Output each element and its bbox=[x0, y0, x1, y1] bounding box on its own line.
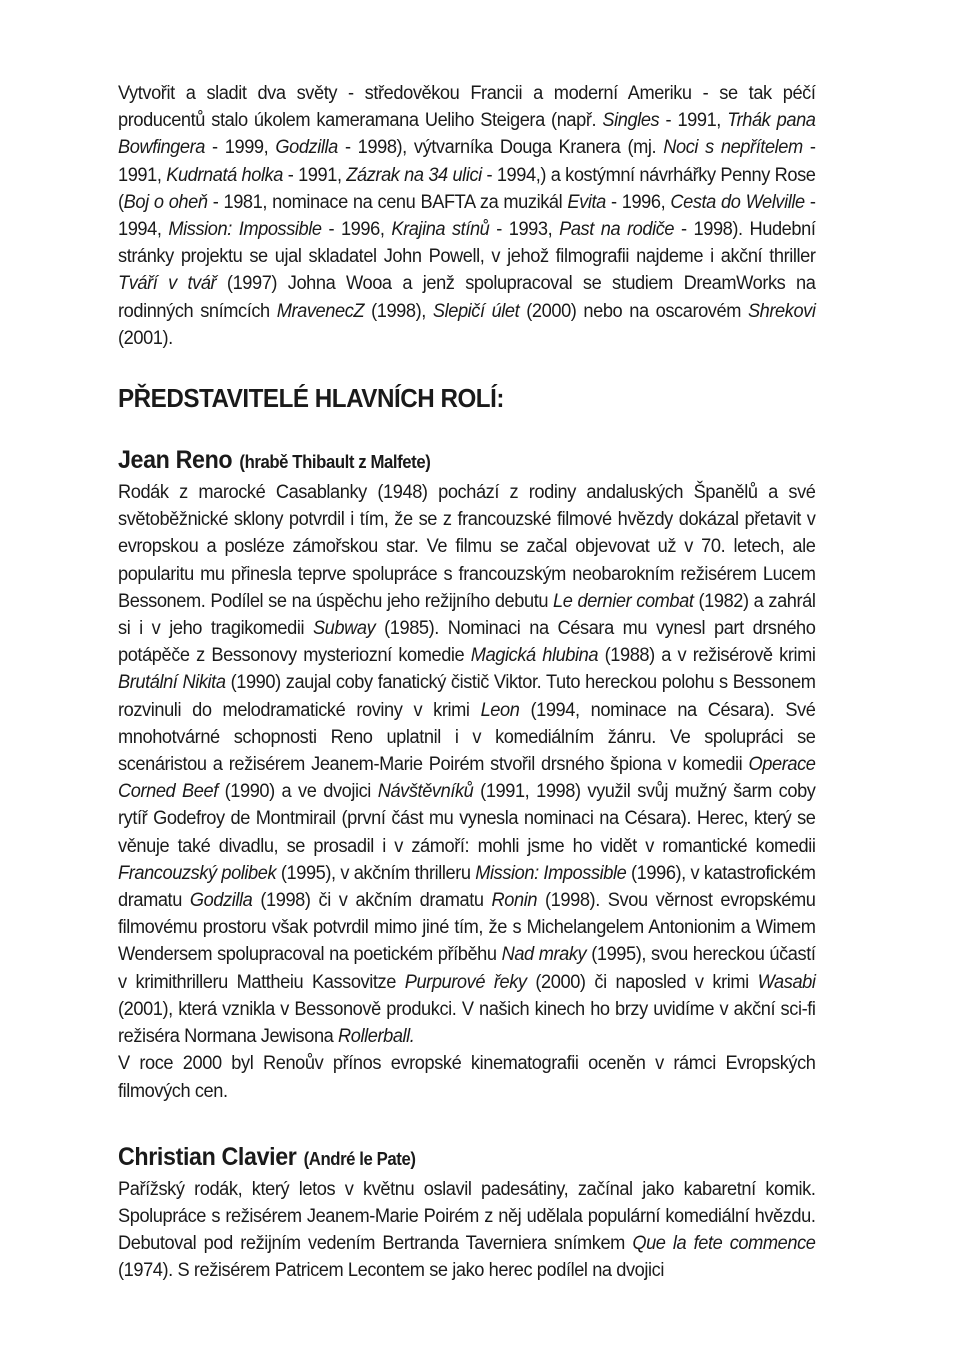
film-title: Cesta do Welville bbox=[670, 190, 805, 213]
text-run: Rodák z marocké Casablanky (1948) pochází z rodiny andaluských Španělů a své světoběžnické sklony potvrdil i tím, že se z francouzské filmové hvězdy dokázal přetavit v evropskou a posléze zámořskou star. Ve filmu se začal objevovat už v 70. letech, ale popularitu mu přinesla teprve spolupráce s francouzským neobarokním režisérem Lucem Bessonem. Podílel se na úspěchu jeho režijního debutu bbox=[118, 481, 816, 612]
text-run: (1988) a v režisérově krimi bbox=[598, 644, 816, 667]
film-title: Wasabi bbox=[757, 970, 816, 993]
film-title: Mission: Impossible bbox=[475, 861, 627, 884]
film-title: Magická hlubina bbox=[470, 644, 599, 667]
film-title: Trhák bbox=[727, 109, 771, 132]
film-title: pana Bowfingera bbox=[118, 109, 816, 159]
film-title: Subway bbox=[312, 617, 376, 640]
text-run: - 1993, bbox=[489, 218, 560, 241]
intro-paragraph bbox=[118, 80, 816, 352]
film-title: Godzilla bbox=[189, 889, 253, 912]
actor-heading-christian-clavier bbox=[118, 1139, 816, 1176]
actor-bio-paragraph-award: V roce 2000 byl Renoův přínos evropské kinematografii oceněn v rámci Evropských filmových cen. bbox=[118, 1052, 816, 1102]
text-run: - 1996, bbox=[605, 190, 671, 213]
text-run: - 1996, bbox=[321, 218, 392, 241]
text-run: (1996), v katastrofickém dramatu bbox=[118, 861, 816, 912]
film-title: Krajina stínů bbox=[391, 218, 490, 241]
text-run: (1998). Svou věrnost evropskému filmovému prostoru však potvrdil mimo jiné tím, že s Michelangelem Antonionim a Wimem Wendersem spolupracoval na poetickém příběhu bbox=[118, 889, 816, 966]
text-run: - 1999, bbox=[204, 136, 276, 159]
film-title: Mission: Impossible bbox=[168, 218, 322, 241]
text-run: (1995), svou hereckou účastí v krimithrilleru Mattheiu Kassovitze bbox=[118, 943, 816, 993]
text-run: (2000) nebo na oscarovém bbox=[519, 299, 748, 322]
film-title: Nad mraky bbox=[501, 943, 587, 966]
text-run: - 1994, bbox=[118, 190, 816, 241]
text-run: (2000) či naposled v krimi bbox=[526, 970, 758, 993]
actor-role: (hrabě Thibault z Malfete) bbox=[239, 452, 431, 473]
film-title: Le dernier combat bbox=[553, 589, 694, 612]
actor-name: Jean Reno bbox=[118, 446, 233, 475]
film-title: Slepičí úlet bbox=[432, 299, 520, 322]
film-title: Singles bbox=[602, 109, 660, 132]
text-run: (1985). Nominaci na Césara mu vynesl part drsného potápěče z Bessonovy mysteriozní komedie bbox=[118, 617, 816, 667]
text-column bbox=[118, 80, 816, 1285]
film-title: Kudrnatá holka bbox=[166, 163, 284, 186]
film-title: Past na rodiče bbox=[559, 218, 675, 241]
text-run: - 1994,) a kostýmní návrhářky Penny Rose ( bbox=[118, 163, 816, 213]
film-title: Purpurové řeky bbox=[404, 970, 527, 993]
actor-name: Christian Clavier bbox=[118, 1142, 297, 1171]
film-title: Brutální Nikita bbox=[118, 671, 226, 694]
film-title: Leon bbox=[480, 698, 520, 721]
actor-bio-paragraph bbox=[118, 479, 816, 1050]
actor-role: (André le Pate) bbox=[303, 1148, 416, 1169]
text-run: (1994, nominace na Césara). Své mnohotvárné schopnosti Reno uplatnil i v komediálním žánru. Ve spolupráci se scenáristou a režisérem Jeanem-Marie Poirém stvořil drsného špiona v komedii bbox=[118, 698, 816, 776]
text-run: - 1998), výtvarníka Douga Kranera (mj. bbox=[337, 136, 664, 159]
text-run: (1974). S režisérem Patricem Lecontem se jako herec podílel na dvojici bbox=[118, 1259, 664, 1282]
text-run: - 1981, nominace na cenu BAFTA za muzikál bbox=[207, 190, 568, 213]
actor-bio-paragraph bbox=[118, 1176, 816, 1285]
text-run: (1995), v akčním thrilleru bbox=[276, 861, 476, 884]
text-run: (1990) a ve dvojici bbox=[217, 780, 378, 803]
film-title: MravenecZ bbox=[276, 299, 365, 322]
text-run: (1997) Johna Wooa a jenž spolupracoval se studiem DreamWorks na rodinných snímcích bbox=[118, 272, 816, 322]
text-run: (1998) či v akčním dramatu bbox=[252, 889, 492, 912]
text-run: - 1991, bbox=[283, 163, 347, 186]
film-title: Zázrak na 34 ulici bbox=[346, 163, 482, 186]
text-run: - 1991, bbox=[118, 136, 816, 186]
film-title: Evita bbox=[567, 190, 606, 213]
text-run: (1998), bbox=[364, 299, 433, 322]
text-run: Vytvořit a sladit dva světy - středověkou Francii a moderní Ameriku - se tak péčí producentů stalo úkolem kameramana Ueliho Steigera (např. bbox=[118, 82, 816, 132]
film-title: Operace Corned Beef bbox=[118, 753, 816, 803]
film-title: Shrekovi bbox=[747, 299, 816, 322]
text-run: (1982) a zahrál si i v jeho tragikomedii bbox=[118, 589, 816, 640]
text-run: (2001). bbox=[118, 326, 173, 349]
actor-heading-jean-reno bbox=[118, 442, 816, 479]
film-title: Tváří v tvář bbox=[118, 272, 217, 295]
text-run: - 1998). Hudební stránky projektu se ujal skladatel John Powell, v jehož filmografii najdeme i akční thriller bbox=[118, 218, 816, 268]
text-run: - 1991, bbox=[659, 109, 728, 132]
main-heading: PŘEDSTAVITELÉ HLAVNÍCH ROLÍ: bbox=[118, 383, 504, 414]
text-run: Pařížský rodák, který letos v květnu oslavil padesátiny, začínal jako kabaretní komik. Spolupráce s režisérem Jeanem-Marie Poirém z něj udělala populární komediální hvězdu. Debutoval pod režijním vedením Bertranda Taverniera snímkem bbox=[118, 1177, 816, 1255]
film-title: Godzilla bbox=[275, 136, 338, 159]
film-title: Noci s nepřítelem bbox=[663, 136, 803, 159]
text-run: (2001), která vznikla v Bessonově produkci. V našich kinech ho brzy uvidíme v akční sci-fi režiséra Normana Jewisona bbox=[118, 997, 816, 1048]
film-title: Návštěvníků bbox=[377, 780, 474, 803]
text-run: (1990) zaujal coby fanatický čistič Viktor. Tuto hereckou polohu s Bessonem rozvinuli do melodramatické roviny v krimi bbox=[118, 671, 816, 721]
text-run: (1991, 1998) využil svůj mužný šarm coby rytíř Godefroy de Montmirail (první část mu vynesla nominaci na Césara). Herec, který se věnuje také divadlu, se prosadil i v zámoří: mohli jsme ho vidět v romantické komedii bbox=[118, 780, 816, 857]
film-title: Boj o oheň bbox=[123, 190, 208, 213]
film-title: Francouzský polibek bbox=[118, 861, 277, 884]
film-title: Ronin bbox=[491, 889, 538, 912]
film-title: Que la fete commence bbox=[632, 1232, 816, 1255]
film-title: Rollerball. bbox=[338, 1025, 415, 1048]
